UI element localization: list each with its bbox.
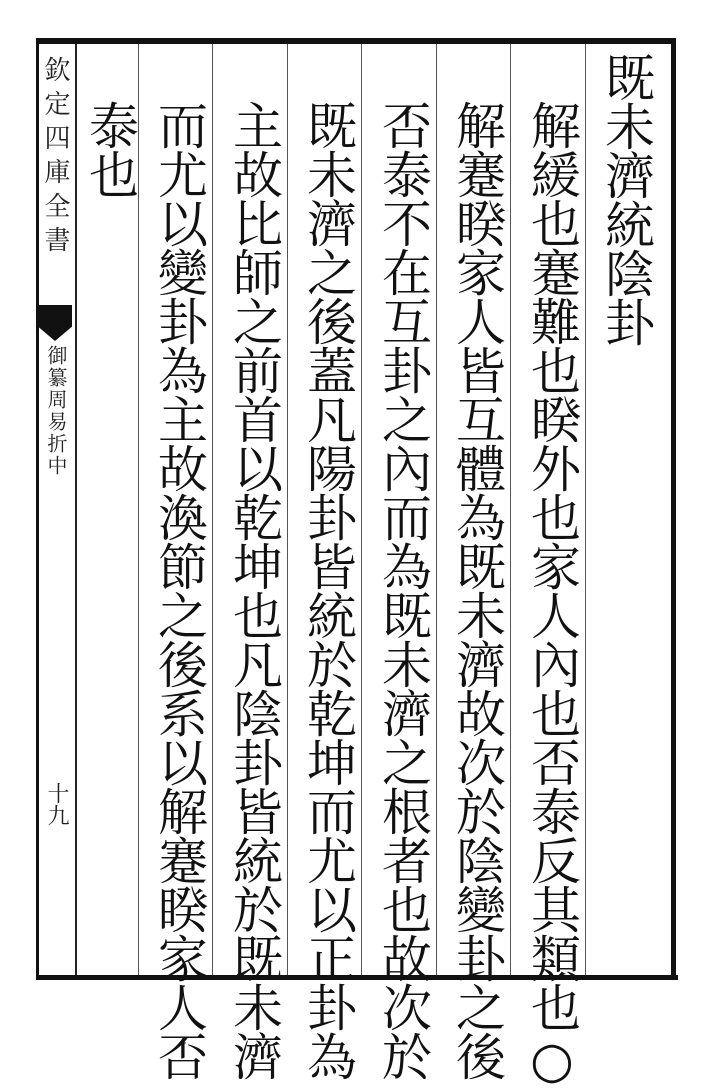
page-frame-right (671, 38, 676, 980)
column-heading: 既未濟統陰卦 (597, 52, 655, 346)
margin-rule (75, 44, 77, 975)
spine-page-number: 十九 (44, 782, 69, 826)
text-column: 主故比師之前首以乾坤也凡陰卦皆統於既未濟 (225, 100, 283, 1080)
spine-collection-title: 欽定四庫全書 (40, 56, 70, 260)
page-frame-left (36, 38, 39, 980)
column-rule (436, 44, 437, 975)
column-rule (510, 44, 511, 975)
page-frame-top (36, 38, 676, 44)
text-column: 而尤以變卦為主故渙節之後系以解蹇睽家人否 (150, 100, 208, 1080)
text-column: 解緩也蹇難也睽外也家人內也否泰反其類也○ (523, 100, 581, 1088)
column-rule (361, 44, 362, 975)
column-rule (585, 44, 586, 975)
spine-book-title: 御纂周易折中 (44, 345, 68, 477)
fishtail-mark (38, 305, 72, 341)
column-rule (212, 44, 213, 975)
text-column: 否泰不在互卦之內而為既未濟之根者也故次於 (374, 100, 432, 1080)
column-rule (287, 44, 288, 975)
text-column: 既未濟之後蓋凡陽卦皆統於乾坤而尤以正卦為 (299, 100, 357, 1080)
text-column: 泰也 (81, 100, 139, 198)
text-column: 解蹇睽家人皆互體為既未濟故次於陰變卦之後 (448, 100, 506, 1080)
